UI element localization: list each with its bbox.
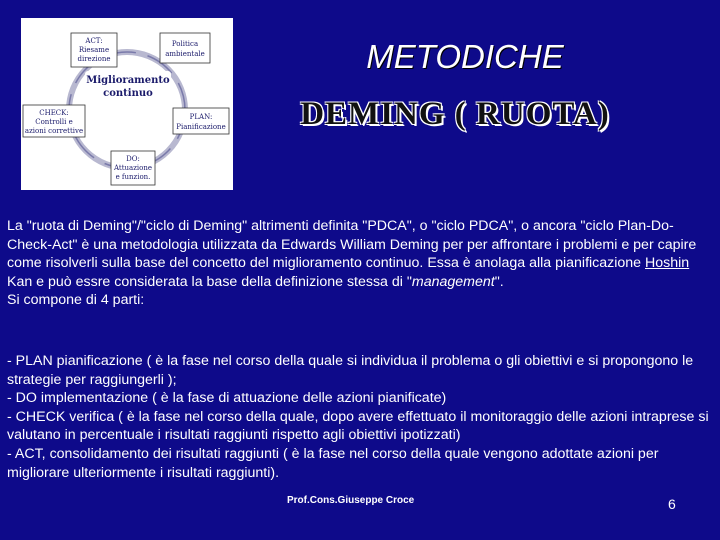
pdca-cycle-svg (21, 18, 233, 190)
box-policy (160, 33, 210, 63)
svg-text:azioni correttive: azioni correttive (24, 127, 84, 135)
svg-text:Pianificazione: Pianificazione (176, 123, 226, 131)
svg-text:DO:: DO: (126, 155, 140, 163)
part-act: - ACT, consolidamento dei risultati raggiunti ( è la fase nel corso della quale vengono adottate azioni per migliorare ulteriormente i risultati raggiunti). (7, 445, 659, 481)
pdca-cycle-diagram (21, 18, 233, 190)
part-check: - CHECK verifica ( è la fase nel corso della quale, dopo avere effettuato il monitoraggio delle azioni intraprese si valutano in percentuale i risultati raggiunti rispetto agli obiettivi ipotizzati) (7, 408, 709, 444)
intro-paragraph (7, 217, 715, 310)
page-number: 6 (668, 496, 676, 512)
intro-text-cont: Kan e può essre considerata la base della definizione stessa di " (7, 273, 412, 290)
center-label (85, 71, 171, 103)
footer-author: Prof.Cons.Giuseppe Croce (287, 495, 415, 506)
parts-list (7, 352, 715, 482)
intro-italic: management (411, 273, 495, 290)
part-do: - DO implementazione ( è la fase di attuazione delle azioni pianificate) (7, 390, 447, 407)
svg-text:ambientale: ambientale (165, 50, 205, 58)
box-act (71, 33, 117, 67)
svg-text:PLAN:: PLAN: (189, 113, 213, 121)
box-check (23, 105, 85, 137)
center-label-line1: Miglioramento (86, 75, 170, 86)
box-plan (173, 108, 229, 134)
svg-text:ACT:: ACT: (85, 37, 103, 45)
intro-end: ". (494, 273, 504, 290)
center-label-line2: continuo (103, 88, 153, 99)
slide-subtitle: DEMING ( RUOTA) (300, 96, 610, 132)
hoshin-link[interactable]: Hoshin (645, 255, 690, 272)
intro-text: La "ruota di Deming"/"ciclo di Deming" altrimenti definita "PDCA", o "ciclo PDCA", o ancora "ciclo Plan-Do-Check-Act" è una metodologia utilizzata da Edwards William Deming per per affrontare i problemi e per capire come risolverli sulla base del concetto del miglioramento continuo. Essa è anolaga alla pianificazione (7, 218, 697, 272)
box-do (111, 151, 155, 185)
svg-text:Politica: Politica (171, 40, 199, 48)
slide-title: METODICHE (366, 38, 564, 75)
svg-text:Attuazione: Attuazione (113, 164, 153, 172)
svg-text:CHECK:: CHECK: (39, 109, 69, 117)
svg-text:Riesame: Riesame (78, 46, 110, 54)
intro-line2: Si compone di 4 parti: (7, 292, 145, 309)
svg-text:Controlli e: Controlli e (35, 118, 73, 126)
svg-text:e funzion.: e funzion. (115, 173, 151, 181)
part-plan: - PLAN pianificazione ( è la fase nel corso della quale si individua il problema o gli obiettivi e si propongono le strategie per raggiungerli ); (7, 353, 694, 388)
svg-text:direzione: direzione (77, 55, 111, 63)
